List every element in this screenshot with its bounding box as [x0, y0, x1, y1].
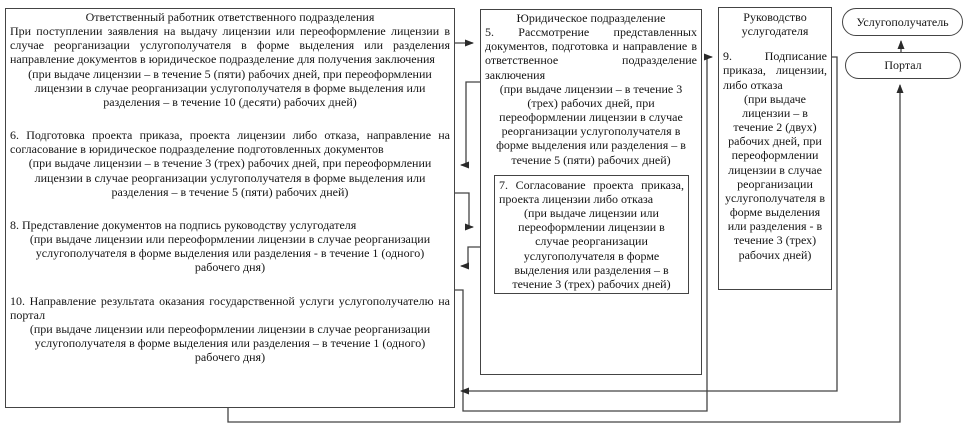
arrow-step5-to-step6: [461, 82, 480, 165]
service-recipient-node: [842, 8, 963, 36]
step-7-box: [494, 175, 689, 294]
step-5: [485, 25, 697, 167]
step-intake-timing: (при выдаче лицензии – в течение 5 (пяти) рабочих дней, при переоформлении лицензии в случае реорганизации услугополучателя в форме выделения или разделения – в течение 10 (десяти) рабочих дней): [28, 66, 432, 109]
management-box: [718, 7, 832, 290]
step-6-text: 6. Подготовка проекта приказа, проекта лицензии либо отказа, направление на согласование в юридическое подразделение подготовленных документов: [10, 128, 450, 157]
legal-department-box: [480, 9, 702, 375]
step-8-text: 8. Представление документов на подпись руководству услугодателя: [10, 217, 357, 232]
step-10-text: 10. Направление результата оказания государственной услуги услугополучателю на портал: [10, 293, 450, 322]
step-9: [723, 49, 827, 261]
portal-label: Портал: [884, 58, 922, 72]
portal-node: [845, 52, 961, 79]
arrow-step6-to-step7: [455, 193, 473, 227]
responsible-worker-box: [5, 8, 455, 408]
responsible-worker-title: Ответственный работник ответственного подразделения: [85, 10, 375, 24]
step-7-timing: (при выдаче лицензии или переоформлении лицензии в случае реорганизации услугополучателя в форме выделения или разделения – в течение 3 (трех) рабочих дней): [512, 206, 671, 291]
step-7-text: 7. Согласование проекта приказа, проекта лицензии либо отказа: [499, 177, 684, 206]
step-10: [10, 294, 450, 365]
step-intake-text: При поступлении заявления на выдачу лицензии или переоформление лицензии в случае реорганизации услугополучателя в форме выделения или разделения направление документов в юридическое подразделение для получения заключения: [10, 24, 450, 67]
step-10-timing: (при выдаче лицензии или переоформлении лицензии в случае реорганизации услугополучателя в форме выделения или разделения – в течение 1 (одного) рабочего дня): [29, 321, 431, 365]
service-recipient-label: Услугополучатель: [856, 14, 949, 29]
management-title: Руководство услугодателя: [741, 10, 809, 39]
legal-department-title: Юридическое подразделение: [516, 11, 666, 25]
step-9-text: 9. Подписание приказа, лицензии, либо отказа: [723, 49, 827, 92]
step-intake: [10, 24, 450, 109]
step-9-timing: (при выдаче лицензии – в течение 2 (двух) рабочих дней, при переоформлении лицензии в случае реорганизации услугополучателя в форме выделения или разделения - в течение 3 (трех) рабочих дней): [725, 91, 825, 262]
step-8-timing: (при выдаче лицензии или переоформлении лицензии в случае реорганизации услугополучателя в форме выделения или разделения - в течение 1 (одного) рабочего дня): [29, 232, 431, 275]
arrow-step7-to-step8: [461, 247, 480, 266]
step-5-timing: (при выдаче лицензии – в течение 3 (трех) рабочих дней, при переоформлении лицензии в случае реорганизации услугополучателя в форме выделения или разделения – в течение 5 (пяти) рабочих дней): [496, 81, 686, 167]
step-8: [10, 218, 450, 275]
step-6: [10, 128, 450, 199]
step-6-timing: (при выдаче лицензии – в течение 3 (трех) рабочих дней, при переоформлении лицензии в случае реорганизации услугополучателя в форме выделения или разделения – в течение 5 (пяти) рабочих дней): [28, 156, 432, 199]
step-5-text: 5. Рассмотрение представленных документов, подготовка и направление в ответственное подразделение заключения: [485, 25, 697, 82]
